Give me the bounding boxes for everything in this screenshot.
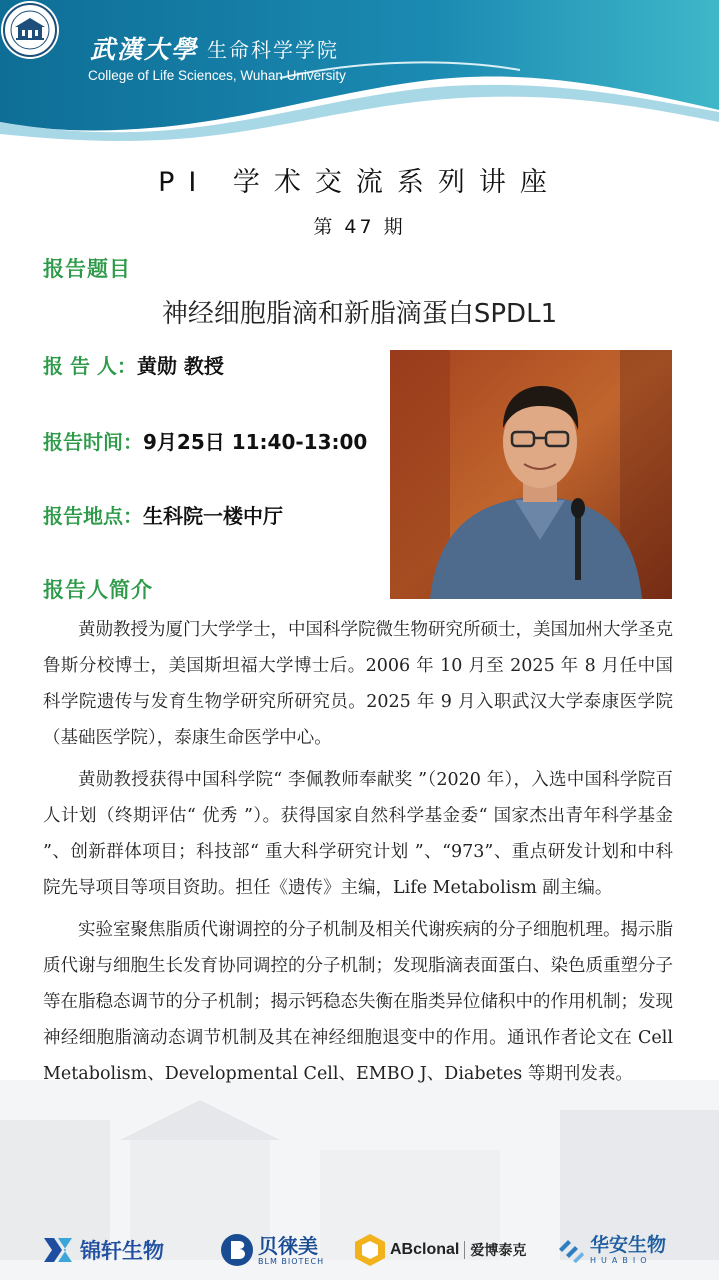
bio-paragraph-2: 黄勋教授获得中国科学院“ 李佩教师奉献奖 ”（2020 年），入选中国科学院百人计划（终期评估“ 优秀 ”）。获得国家自然科学基金委“ 国家杰出青年科学基金 ”、创新群体项目；科技部“ 重大科学研究计划 ”、“973”、重点研发计划和中科院先导项目等项目资助。担任《遗传》主编，Life Metabolism 副主编。: [43, 770, 673, 898]
venue-value: 生科院一楼中厅: [143, 504, 283, 528]
header-banner: [0, 0, 719, 150]
bio-heading: 报告人简介: [43, 578, 153, 602]
sponsor-huabio: [556, 1230, 666, 1270]
sponsor-huabio-name: 华安生物: [590, 1234, 667, 1256]
university-name-cn: 武漢大學: [90, 35, 199, 64]
bio-paragraph-1: 黄勋教授为厦门大学学士，中国科学院微生物研究所硕士，美国加州大学圣克鲁斯分校博士，美国斯坦福大学博士后。2006 年 10 月至 2025 年 8 月任中国科学院遗传与发育生物学研究所研究员。2025 年 9 月入职武汉大学泰康医学院（基础医学院），泰康生命医学中心。: [43, 620, 673, 748]
sponsor-abclonal-name: ABclonal: [390, 1241, 460, 1258]
sponsor-bar: [0, 1226, 719, 1274]
time-label: 报告时间：: [43, 430, 143, 454]
bio-paragraph-3: 实验室聚焦脂质代谢调控的分子机制及相关代谢疾病的分子细胞机理。揭示脂质代谢与细胞生长发育协同调控的分子机制；发现脂滴表面蛋白、染色质重塑分子等在脂稳态调节的分子机制；揭示钙稳态失衡在脂类异位储积中的作用机制；发现神经细胞脂滴动态调节机制及其在神经细胞退变中的作用。通讯作者论文在 Cell Metabolism、Developmental Cell、EMBO J、Diabetes 等期刊发表。: [43, 920, 673, 1084]
issue-number: 第 47 期: [313, 216, 406, 238]
sponsor-abclonal-cn: 爱博泰克: [470, 1243, 527, 1259]
sponsor-blm-en: BLM BIOTECH: [258, 1256, 325, 1266]
venue-label: 报告地点：: [43, 504, 143, 528]
sponsor-jinxuan-name: 锦轩生物: [80, 1238, 164, 1263]
sponsor-divider: [464, 1241, 465, 1259]
time-row: [43, 426, 367, 455]
college-name-en: College of Life Sciences, Wuhan University: [88, 68, 346, 83]
sponsor-abclonal: [354, 1230, 526, 1270]
speaker-photo: [390, 350, 672, 599]
topic-heading: 报告题目: [43, 257, 131, 281]
jinxuan-logo-icon: [40, 1234, 76, 1266]
abclonal-logo-icon: [354, 1233, 386, 1267]
sponsor-blm: [220, 1230, 324, 1270]
sponsor-huabio-en: HUABIO: [590, 1256, 652, 1265]
series-title: PI 学术交流系列讲座: [158, 167, 561, 198]
blm-logo-icon: [220, 1233, 254, 1267]
university-seal-logo: [0, 0, 60, 60]
sponsor-jinxuan: [40, 1230, 164, 1270]
speaker-row: [43, 350, 224, 379]
huabio-logo-icon: [556, 1235, 586, 1265]
venue-row: [43, 500, 283, 529]
time-value: 9月25日 11:40-13:00: [143, 430, 368, 454]
sponsor-blm-name: 贝徕美: [258, 1233, 318, 1258]
speaker-label: 报 告 人：: [43, 354, 137, 378]
bio-text: [43, 612, 673, 1092]
talk-title: 神经细胞脂滴和新脂滴蛋白SPDL1: [161, 299, 558, 329]
college-name-cn: 生命科学学院: [207, 38, 339, 62]
speaker-value: 黄勋 教授: [136, 354, 224, 378]
